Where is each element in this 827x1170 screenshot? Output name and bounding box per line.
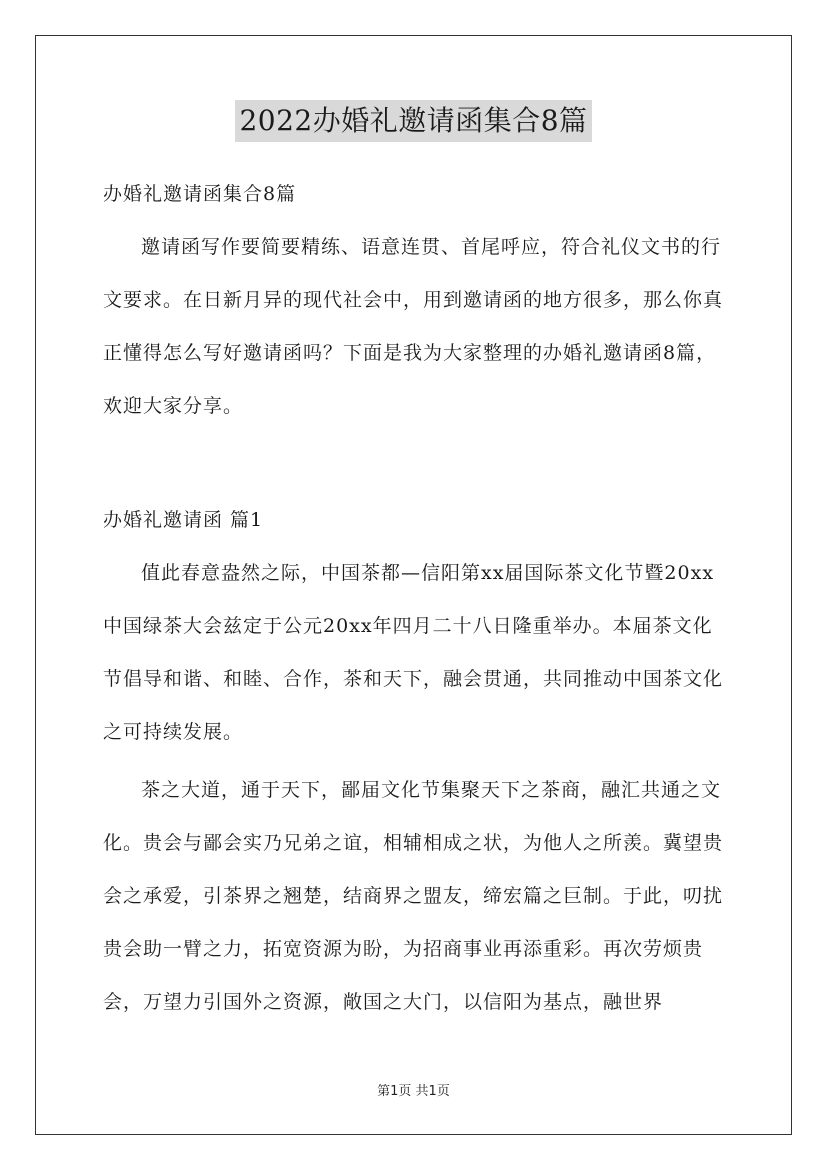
section-heading-1: 办婚礼邀请函 篇1: [103, 509, 264, 531]
intro-paragraph: [103, 221, 728, 433]
intro-text: 邀请函写作要简要精练、语意连贯、首尾呼应，符合礼仪文书的行文要求。在日新月异的现代社会中，用到邀请函的地方很多，那么你真正懂得怎么写好邀请函吗？下面是我为大家整理的办婚礼邀请函8篇，欢迎大家分享。: [103, 236, 724, 417]
title-container: [0, 100, 827, 142]
page-footer: 第1页 共1页: [377, 1084, 450, 1099]
section1-para2-text: 茶之大道，通于天下，鄙届文化节集聚天下之茶商，融汇共通之文化。贵会与鄙会实乃兄弟之谊，相辅相成之状，为他人之所羡。冀望贵会之承爱，引茶界之翘楚，结商界之盟友，缔宏篇之巨制。于此，叨扰贵会助一臂之力，拓宽资源为盼，为招商事业再添重彩。再次劳烦贵会，万望力引国外之资源，敞国之大门，以信阳为基点，融世界: [103, 779, 724, 1013]
document-subtitle: 办婚礼邀请函集合8篇: [103, 183, 297, 205]
section1-paragraph-1: [103, 547, 728, 759]
section1-paragraph-2: [103, 764, 728, 1029]
section1-para1-text: 值此春意盎然之际，中国茶都—信阳第xx届国际茶文化节暨20xx中国绿茶大会兹定于公元20xx年四月二十八日隆重举办。本届茶文化节倡导和谐、和睦、合作，茶和天下，融会贯通，共同推动中国茶文化之可持续发展。: [103, 562, 724, 743]
document-title: 2022办婚礼邀请函集合8篇: [235, 100, 591, 142]
